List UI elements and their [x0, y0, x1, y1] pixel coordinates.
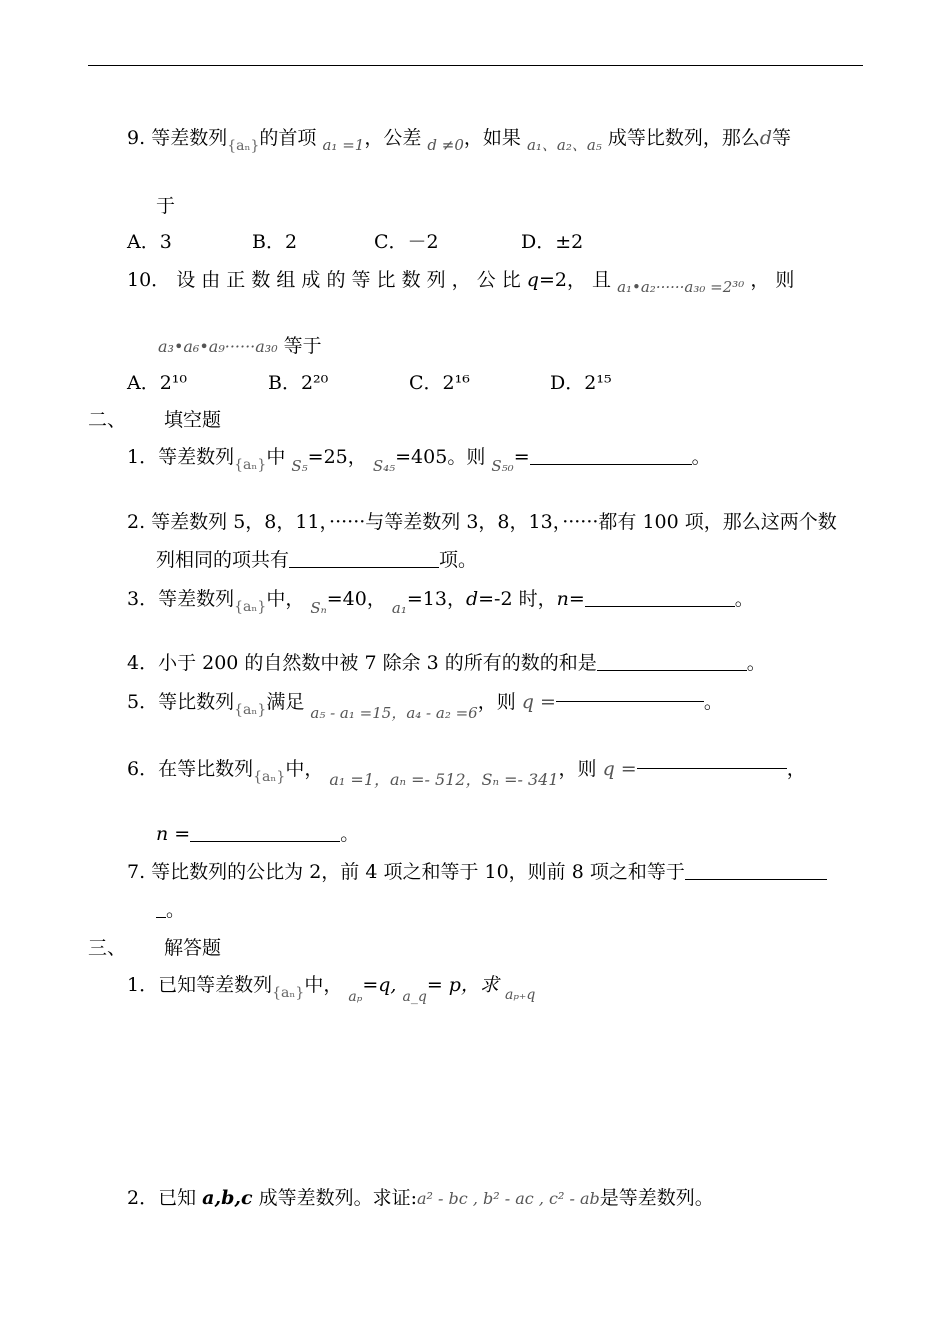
fill-question-2-line1: 2. 等差数列 5，8，11，······与等差数列 3，8，13，······都有 100 项，那么这两个数 — [127, 511, 837, 533]
q9-option-a: A．3 — [127, 231, 172, 253]
q10-line1: 10． 设 由 正 数 组 成 的 等 比 数 列 ， 公 比 q=2， 且 $_{a_1•a_2\cdot\cdot\cdot\cdot\cdot\cdot a_{30} =2^{30}}$ ， 则 — [127, 269, 795, 296]
fill-question-4: 4．小于 200 的自然数中被 7 除余 3 的所有的数的和是 。 — [127, 652, 766, 674]
fill-question-6-line1: 6．在等比数列$_{\{a_n\}}$中， $_{a_1 =1,a_n =- 512,S_n =- 341}$，则 q = ， — [127, 758, 806, 789]
q9-line1: 9. 等差数列$_{\{a_n\}}$的首项 $_{a_1 =1}$，公差 $_{d \ne 0}$，如果 $_{a_1、a_2、a_5}$ 成等比数列，那么d等 — [127, 127, 792, 154]
q10-option-b: B．2²⁰ — [268, 372, 329, 394]
q10-line2: a₃•a₆•a₉······a₃₀ 等于 — [158, 335, 322, 357]
q10-option-c: C．2¹⁶ — [409, 372, 470, 394]
answer-blank[interactable] — [685, 861, 827, 880]
fill-question-7: 7. 等比数列的公比为 2，前 4 项之和等于 10，则前 8 项之和等于 — [127, 860, 827, 884]
q10-option-a: A．2¹⁰ — [127, 372, 188, 394]
q9-option-d: D．±2 — [521, 231, 584, 253]
q9-line2: 于 — [156, 195, 176, 217]
answer-blank[interactable] — [530, 446, 692, 465]
header-rule — [88, 65, 863, 66]
q9-option-b: B．2 — [252, 231, 298, 253]
answer-blank[interactable] — [289, 549, 439, 568]
fill-question-5: 5．等比数列$_{\{a_n\}}$满足 $_{a_5 - a_1 =15,a_4 - a_2 =6}$，则 q = 。 — [127, 691, 723, 722]
fill-question-3: 3．等差数列$_{\{a_n\}}$中， $_{S_n}$=40， $_{a_1}$=13，d=-2 时，n= 。 — [127, 588, 754, 617]
answer-blank[interactable] — [190, 823, 340, 842]
answer-blank[interactable] — [556, 701, 704, 702]
fill-question-1: 1．等差数列$_{\{a_n\}}$中 $_{S_5}$=25， $_{S_{45}}$=405。则 $_{S_{50}}$= 。 — [127, 446, 711, 475]
section-2-title: 填空题 — [164, 409, 222, 431]
answer-blank[interactable] — [585, 588, 735, 607]
section-3-number: 三、 — [88, 937, 127, 959]
fill-question-2-line2: 列相同的项共有 项。 — [156, 549, 478, 571]
section-3-title: 解答题 — [164, 937, 222, 959]
seq-an: {aₙ} — [227, 138, 260, 154]
q9-option-c: C．－2 — [374, 231, 439, 253]
fill-question-7-line2: 。 — [156, 898, 185, 922]
q10-option-d: D．2¹⁵ — [550, 372, 612, 394]
answer-question-2: 2．已知 a,b,c 成等差数列。求证:a² - bc , b² - ac , c² - ab是等差数列。 — [127, 1187, 714, 1209]
fill-question-6-line2: n = 。 — [156, 823, 360, 845]
section-2-number: 二、 — [88, 409, 127, 431]
answer-blank[interactable] — [156, 899, 166, 918]
answer-blank[interactable] — [597, 652, 747, 671]
answer-question-1: 1．已知等差数列$_{\{a_n\}}$中， $_{a_p}$=q, $_{a\_q}$= p，求 $_{a_{p+}q}$ — [127, 974, 536, 1005]
answer-blank[interactable] — [637, 768, 787, 769]
